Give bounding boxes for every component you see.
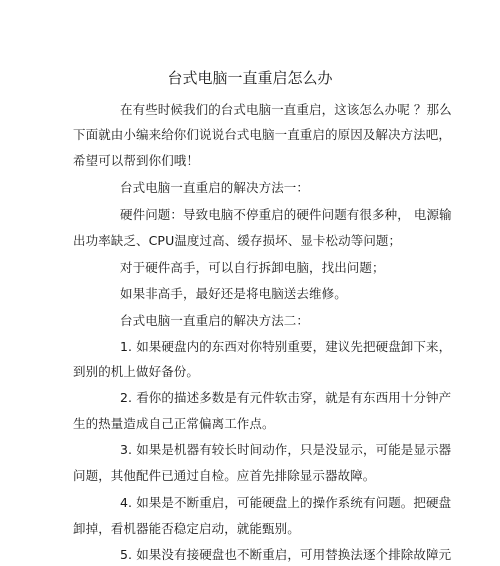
paragraph-line: 问题，其他配件已通过自检。应首先排除显示器故障。 [73,468,376,483]
paragraph-line: 出功率缺乏、CPU温度过高、缓存损坏、显卡松动等问题； [73,233,402,248]
paragraph-line: 希望可以帮到你们哦！ [73,153,200,168]
paragraph-line: 1. 如果硬盘内的东西对你特别重要，建议先把硬盘卸下来， [120,339,452,354]
paragraph-line: 到别的机上做好备份。 [73,364,200,379]
paragraph-line: 生的热量造成自己正常偏离工作点。 [73,416,275,431]
paragraph-line: 如果非高手，最好还是将电脑送去维修。 [120,286,347,301]
paragraph-line: 2. 看你的描述多数是有元件软击穿，就是有东西用十分钟产 [120,390,452,405]
paragraph-line: 4. 如果是不断重启，可能硬盘上的操作系统有问题。把硬盘 [120,495,452,510]
section-heading: 台式电脑一直重启的解决方法一： [120,180,310,195]
paragraph-line: 在有些时候我们的台式电脑一直重启，这该怎么办呢 ？那么 [120,102,452,117]
paragraph-line: 5. 如果没有接硬盘也不断重启，可用替换法逐个排除故障元 [120,547,452,562]
paragraph-line: 卸掉，看机器能否稳定启动，就能甄别。 [73,521,300,536]
paragraph-line: 硬件问题：导致电脑不停重启的硬件问题有很多种， 电源输 [120,207,452,222]
paragraph-line: 下面就由小编来给你们说说台式电脑一直重启的原因及解决方法吧， [73,127,452,142]
document-title: 台式电脑一直重启怎么办 [167,69,333,87]
section-heading: 台式电脑一直重启的解决方法二： [120,313,310,328]
paragraph-line: 对于硬件高手，可以自行拆卸电脑，找出问题； [120,260,385,275]
paragraph-line: 3. 如果是机器有较长时间动作，只是没显示，可能是显示器 [120,442,452,457]
